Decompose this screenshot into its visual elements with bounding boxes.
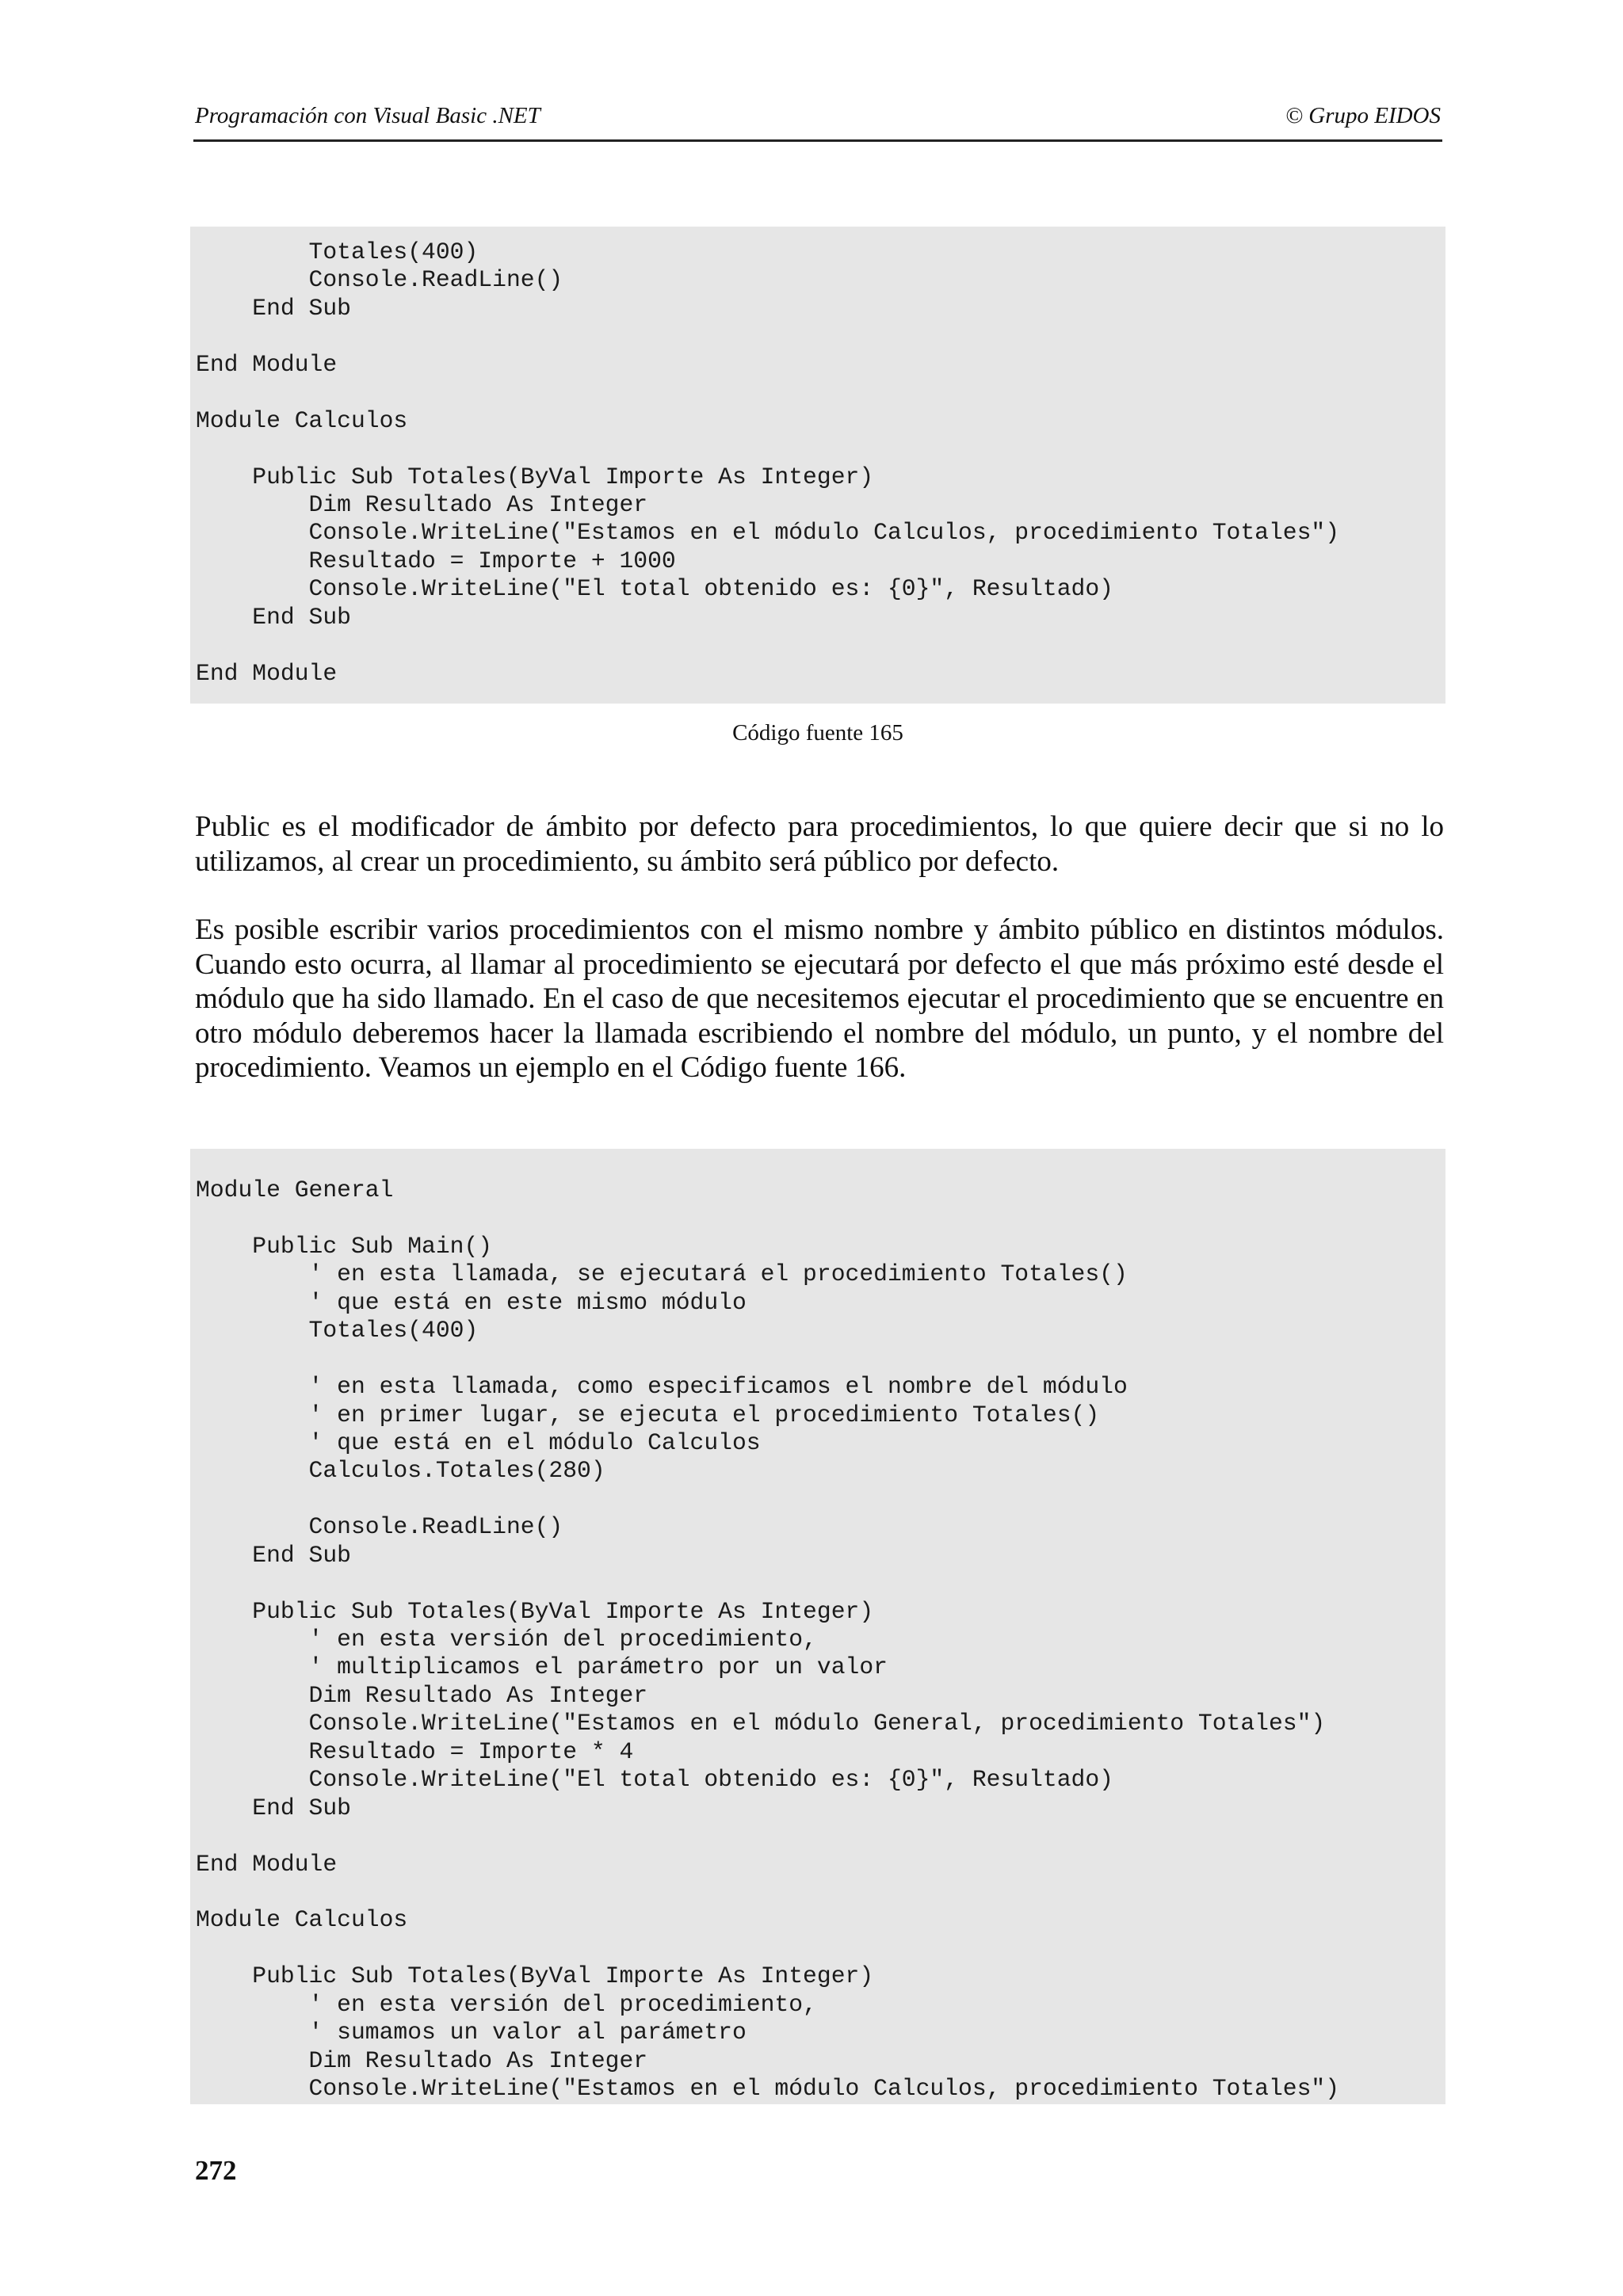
code-line [190, 1204, 1445, 1232]
code-line: End Module [196, 1850, 338, 1878]
code-line: Public Sub Main() [196, 1232, 493, 1260]
code-line [190, 1486, 1445, 1513]
body-paragraph-public-default: Public es el modificador de ámbito por defecto para procedimientos, lo que quiere decir que si no lo utilizamos, al crear un procedimiento, su ámbito será público por defecto. [195, 810, 1444, 878]
code-line: Console.WriteLine("El total obtenido es: {0}", Resultado) [196, 575, 1114, 603]
code-block-166 [190, 1149, 1445, 2104]
code-line: Console.WriteLine("Estamos en el módulo Calculos, procedimiento Totales") [196, 519, 1340, 547]
code-line: Module Calculos [196, 406, 408, 434]
code-line: ' en primer lugar, se ejecuta el procedimiento Totales() [196, 1401, 1100, 1428]
code-line [190, 1878, 1445, 1906]
code-line: End Module [196, 659, 338, 687]
code-line: Dim Resultado As Integer [196, 1681, 648, 1709]
code-line: Console.ReadLine() [196, 1513, 563, 1541]
code-line: Module General [196, 1177, 394, 1203]
code-line: Dim Resultado As Integer [196, 490, 648, 518]
code-line: End Module [196, 350, 338, 378]
code-line: ' en esta versión del procedimiento, [196, 1626, 817, 1653]
code-line: End Sub [196, 1541, 351, 1569]
code-line: Dim Resultado As Integer [196, 2046, 648, 2074]
code-line: Console.WriteLine("El total obtenido es: {0}", Resultado) [196, 1766, 1114, 1794]
code-line [190, 379, 1445, 406]
code-caption: Código fuente 165 [732, 720, 903, 746]
code-line [190, 1345, 1445, 1373]
code-line: Module Calculos [196, 1906, 408, 1934]
code-line: Console.ReadLine() [196, 266, 563, 294]
code-line: ' sumamos un valor al parámetro [196, 2019, 747, 2046]
page-header [193, 93, 1442, 142]
code-line: ' que está en el módulo Calculos [196, 1428, 761, 1456]
code-line [190, 631, 1445, 659]
code-block-165 [190, 227, 1445, 704]
code-line: Console.WriteLine("Estamos en el módulo General, procedimiento Totales") [196, 1710, 1326, 1737]
code-line: Public Sub Totales(ByVal Importe As Integer) [196, 1962, 874, 1990]
code-line [190, 435, 1445, 463]
publisher-copyright: © Grupo EIDOS [1285, 103, 1441, 128]
code-line [190, 1822, 1445, 1850]
code-line: ' en esta llamada, como especificamos el nombre del módulo [196, 1373, 1128, 1401]
book-title: Programación con Visual Basic .NET [195, 103, 540, 128]
code-line: ' en esta llamada, se ejecutará el procedimiento Totales() [196, 1261, 1128, 1288]
body-paragraph-module-scope: Es posible escribir varios procedimientos con el mismo nombre y ámbito público en distintos módulos. Cuando esto ocurra, al llamar al procedimiento se ejecutará por defecto el que más próximo esté desde el módulo que ha sido llamado. En el caso de que necesitemos ejecutar el procedimiento que se encuentre en otro módulo deberemos hacer la llamada escribiendo el nombre del módulo, un punto, y el nombre del procedimiento. Veamos un ejemplo en el Código fuente 166. [195, 913, 1444, 1084]
code-line: ' en esta versión del procedimiento, [196, 1990, 817, 2018]
code-line: ' que está en este mismo módulo [196, 1288, 747, 1316]
code-line: Public Sub Totales(ByVal Importe As Integer) [196, 463, 874, 490]
code-line: Resultado = Importe * 4 [196, 1737, 634, 1765]
page-number: 272 [195, 2155, 237, 2186]
code-line: Totales(400) [196, 238, 479, 265]
code-line: ' multiplicamos el parámetro por un valor [196, 1653, 888, 1681]
code-line [190, 322, 1445, 350]
code-line [190, 1569, 1445, 1597]
code-line: Resultado = Importe + 1000 [196, 547, 676, 574]
code-line: Console.WriteLine("Estamos en el módulo Calculos, procedimiento Totales") [196, 2075, 1340, 2102]
code-line: Calculos.Totales(280) [196, 1457, 605, 1485]
code-line: End Sub [196, 603, 351, 631]
code-line: End Sub [196, 1794, 351, 1821]
code-line: Totales(400) [196, 1317, 479, 1344]
code-line [190, 1935, 1445, 1962]
code-line: End Sub [196, 294, 351, 322]
code-line: Public Sub Totales(ByVal Importe As Integer) [196, 1597, 874, 1625]
